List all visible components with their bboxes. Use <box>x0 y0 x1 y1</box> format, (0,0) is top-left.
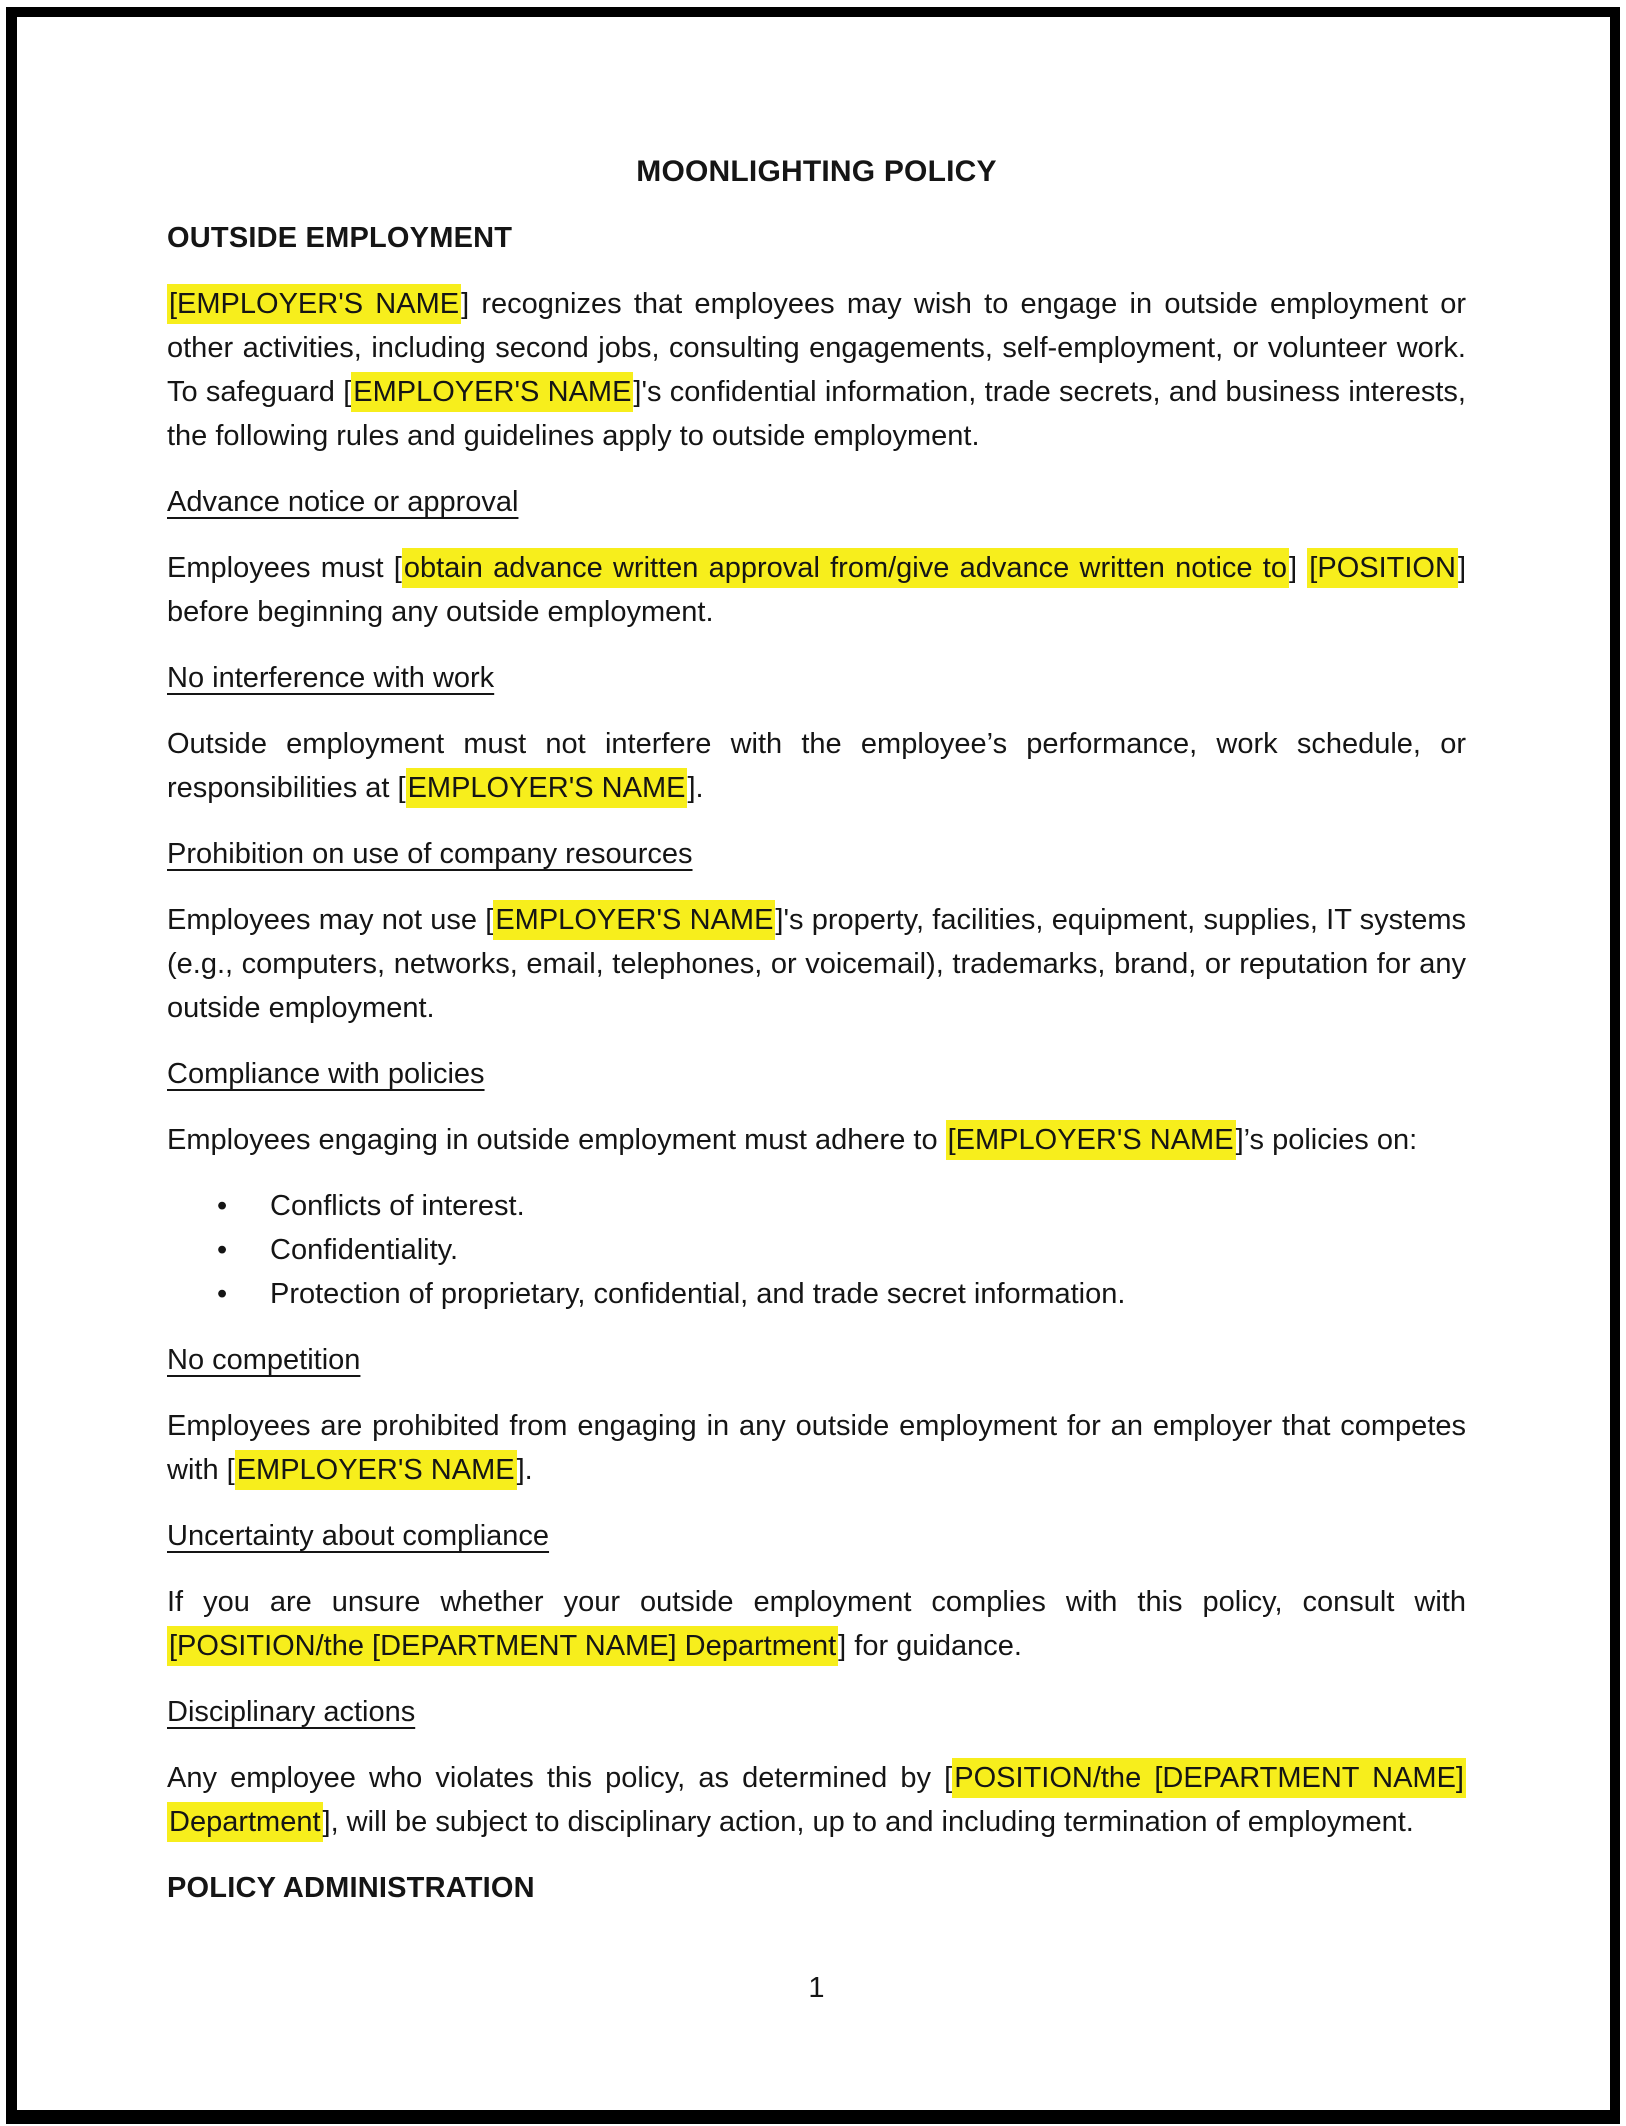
bullet-glyph: • <box>217 1234 228 1266</box>
text-run: ]'s property, facilities, equipment, supplies, IT systems (e.g., computers, networks, email, telephones, or voicemail), trademarks, brand, or reputation for any outside employment. <box>167 904 1466 1024</box>
highlighted-placeholder: EMPLOYER'S NAME <box>235 1450 517 1490</box>
highlighted-placeholder: obtain advance written approval from/give advance written notice to <box>402 548 1289 588</box>
page-footer <box>167 1966 1466 2010</box>
document-title: MOONLIGHTING POLICY <box>636 155 997 188</box>
paragraph-no-interference <box>167 722 1466 810</box>
highlighted-placeholder: EMPLOYER'S NAME <box>406 768 688 808</box>
bullet-glyph: • <box>217 1190 228 1222</box>
subheading-prohibition-company-resources: Prohibition on use of company resources <box>167 838 693 870</box>
highlighted-placeholder: EMPLOYER'S NAME <box>351 372 633 412</box>
text-run: If you are unsure whether your outside employment complies with this policy, consult with <box>167 1586 1466 1618</box>
text-run: ]'s confidential information, trade secrets, and business interests, the following rules and guidelines apply to outside employment. <box>167 376 1466 452</box>
paragraph-no-competition <box>167 1404 1466 1492</box>
text-run: ]’s policies on: <box>1235 1124 1418 1156</box>
highlighted-placeholder: [EMPLOYER'S NAME <box>167 284 461 324</box>
list-item <box>167 1184 1466 1228</box>
text-run: Employees must [ <box>167 552 402 584</box>
page-number: 1 <box>808 1972 825 2004</box>
subheading-no-competition: No competition <box>167 1344 361 1376</box>
text-run: Employees engaging in outside employment must adhere to <box>167 1124 946 1156</box>
paragraph-outside-employment-intro <box>167 282 1466 458</box>
text-run: Employees are prohibited from engaging in any outside employment for an employer that competes with [ <box>167 1410 1466 1486</box>
document-content <box>167 150 1466 1932</box>
subheading-advance-notice-or-approval: Advance notice or approval <box>167 486 519 518</box>
paragraph-prohibition-resources <box>167 898 1466 1030</box>
highlighted-placeholder: [POSITION <box>1307 548 1458 588</box>
list-item <box>167 1228 1466 1272</box>
paragraph-advance-notice <box>167 546 1466 634</box>
subheading-compliance-with-policies: Compliance with policies <box>167 1058 485 1090</box>
text-run: ]. <box>687 772 704 804</box>
subheading-disciplinary-actions: Disciplinary actions <box>167 1696 416 1728</box>
highlighted-placeholder: [POSITION/the [DEPARTMENT NAME] Department <box>167 1626 838 1666</box>
highlighted-placeholder: [EMPLOYER'S NAME <box>946 1120 1236 1160</box>
list-item <box>167 1272 1466 1316</box>
text-run: ] recognizes that employees may wish to engage in outside employment or other activities, including second jobs, consulting engagements, self-employment, or volunteer work. To safeguard [ <box>167 288 1467 408</box>
text-run: Employees may not use [ <box>167 904 494 936</box>
highlighted-placeholder: EMPLOYER'S NAME <box>493 900 775 940</box>
text-run: Outside employment must not interfere with the employee’s performance, work schedule, or responsibilities at [ <box>167 728 1466 804</box>
text-run: ] before beginning any outside employment. <box>167 552 1466 628</box>
text-run: ] for guidance. <box>838 1630 1022 1662</box>
list-item-text: Protection of proprietary, confidential, and trade secret information. <box>270 1278 1126 1310</box>
list-item-text: Confidentiality. <box>270 1234 459 1266</box>
bullet-glyph: • <box>217 1278 228 1310</box>
subheading-uncertainty-about-compliance: Uncertainty about compliance <box>167 1520 550 1552</box>
highlighted-placeholder: POSITION/the [DEPARTMENT NAME] Department <box>167 1758 1466 1842</box>
text-run: ] <box>1288 552 1308 584</box>
compliance-policies-list <box>167 1184 1466 1316</box>
paragraph-compliance-policies <box>167 1118 1466 1162</box>
paragraph-uncertainty <box>167 1580 1466 1668</box>
section-heading-outside-employment: OUTSIDE EMPLOYMENT <box>167 222 513 254</box>
text-run: Any employee who violates this policy, as determined by [ <box>167 1762 953 1794</box>
text-run: ], will be subject to disciplinary action, up to and including termination of employment. <box>322 1806 1414 1838</box>
section-heading-policy-administration: POLICY ADMINISTRATION <box>167 1872 535 1904</box>
text-run: ]. <box>516 1454 533 1486</box>
subheading-no-interference-with-work: No interference with work <box>167 662 495 694</box>
paragraph-disciplinary <box>167 1756 1466 1844</box>
list-item-text: Conflicts of interest. <box>270 1190 525 1222</box>
